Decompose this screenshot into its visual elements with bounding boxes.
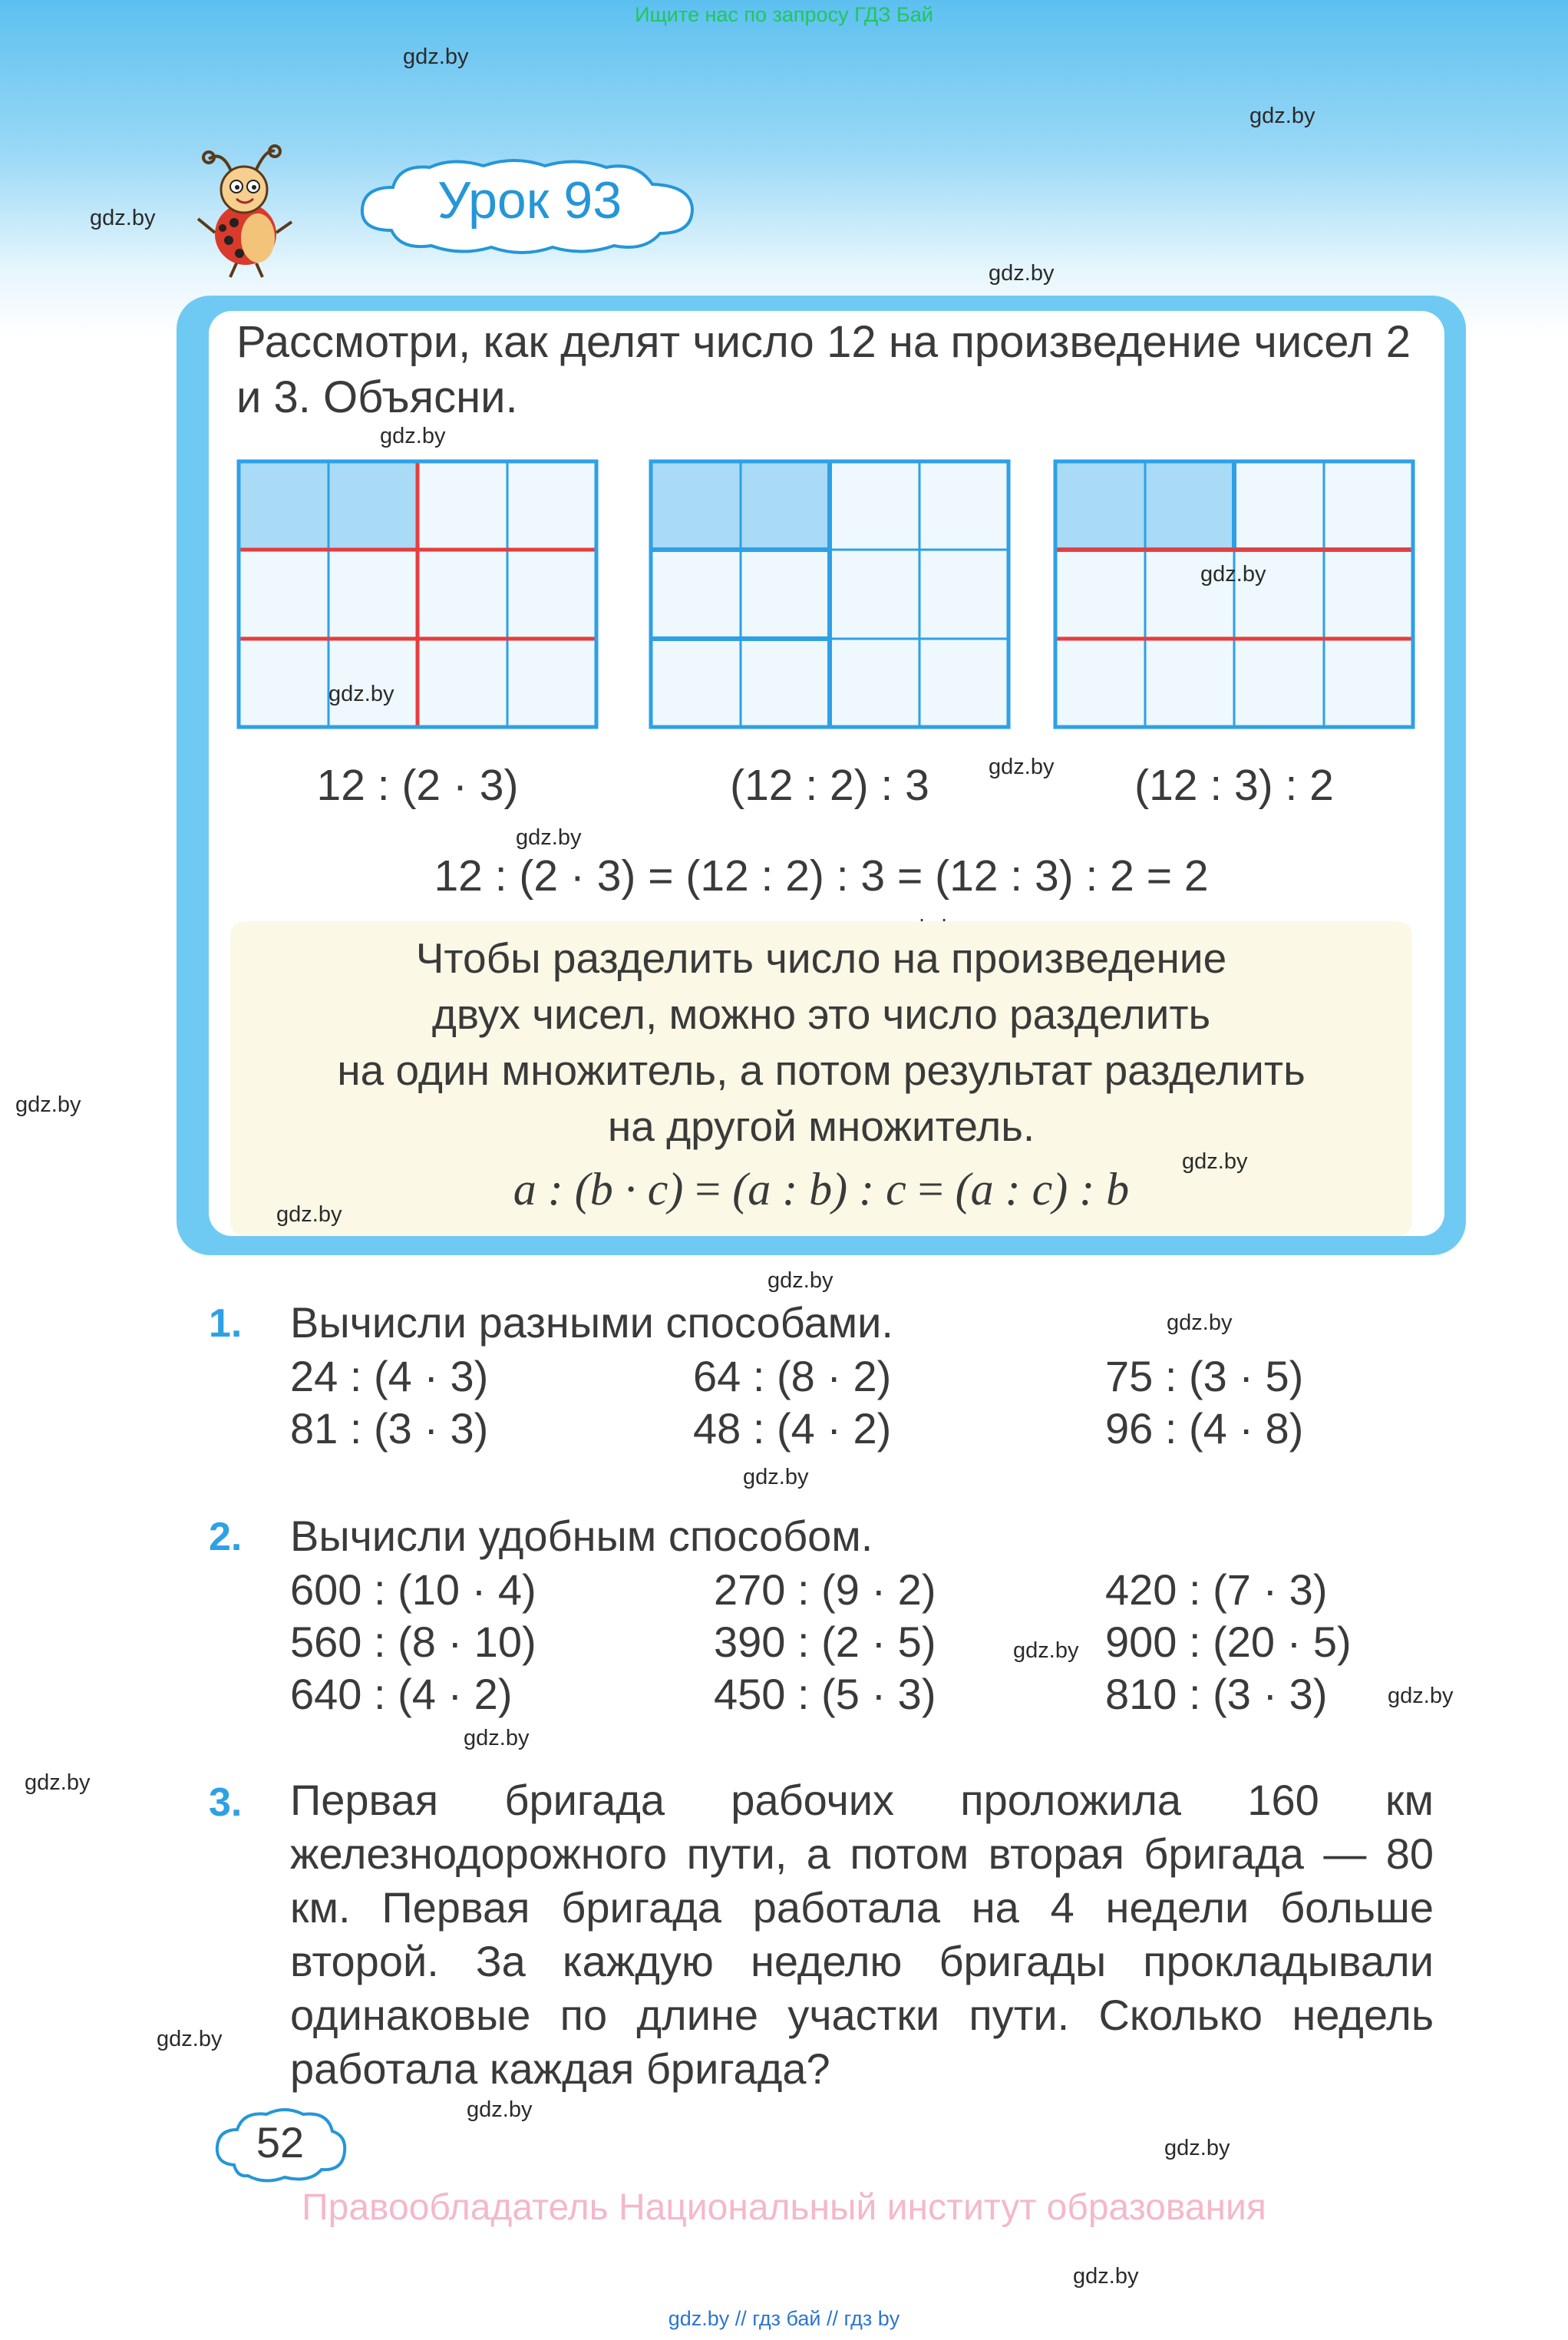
page-number-cloud (211, 2104, 349, 2184)
task-number: 3. (209, 1780, 243, 1825)
page-number: 52 (256, 2118, 305, 2166)
watermark: gdz.by (989, 261, 1055, 286)
example-expression: (12 : 3) : 2 (1134, 761, 1334, 810)
rule-text (230, 930, 1412, 1155)
task-text: Первая бригада рабочих проложила 160 км железнодорожного пути, а потом вторая бригада — 80 км. Первая бригада работала на 4 недели больше второй. За каждую неделю бригады прокладывали одинаковые по длине участки пути. Сколько недель работала каждая бригада? (290, 1776, 1434, 2093)
watermark: gdz.by (328, 682, 394, 706)
grid-diagram-2 (649, 459, 1011, 729)
task-expression: 75 : (3 · 5) (1105, 1352, 1304, 1400)
watermark: gdz.by (25, 1770, 91, 1795)
watermark: gdz.by (1013, 1638, 1079, 1663)
watermark: gdz.by (1388, 1684, 1454, 1708)
watermark: gdz.by (1073, 2264, 1139, 2289)
task-number: 1. (209, 1301, 243, 1346)
lesson-title: Урок 93 (437, 171, 622, 230)
grid-diagram-3 (1053, 459, 1415, 729)
watermark: gdz.by (1164, 2136, 1230, 2160)
equals-sign: = (695, 1164, 733, 1215)
task-expression: 900 : (20 · 5) (1105, 1618, 1352, 1666)
watermark: gdz.by (276, 1202, 342, 1227)
formula-part: (a : b) : c (732, 1164, 906, 1215)
task-title: Вычисли удобным способом. (290, 1512, 873, 1560)
task-expression: 64 : (8 · 2) (693, 1352, 892, 1400)
grid-diagram-1 (236, 459, 599, 729)
watermark: gdz.by (1167, 1310, 1233, 1335)
task-expression: 390 : (2 · 5) (714, 1618, 936, 1666)
task-title: Вычисли разными способами. (290, 1298, 893, 1347)
intro-text: Рассмотри, как делят число 12 на произведение чисел 2 и 3. Объясни. (236, 317, 1411, 422)
task-expression: 640 : (4 · 2) (290, 1670, 513, 1718)
equality-expression: 12 : (2 · 3) = (12 : 2) : 3 = (12 : 3) : 2 = 2 (434, 851, 1209, 901)
rule-line: на один множитель, а потом результат разделить (337, 1046, 1306, 1094)
rule-line: Чтобы разделить число на произведение (415, 934, 1227, 982)
watermark: gdz.by (767, 1268, 834, 1293)
task-expression: 48 : (4 · 2) (693, 1404, 892, 1453)
task-expression: 560 : (8 · 10) (290, 1618, 536, 1666)
top-note: Ищите нас по запросу ГДЗ Бай (635, 3, 933, 26)
watermark: gdz.by (464, 1726, 530, 1750)
task-expression: 24 : (4 · 3) (290, 1352, 489, 1400)
task-expression: 450 : (5 · 3) (714, 1670, 936, 1718)
watermark: gdz.by (90, 206, 156, 230)
task-expression: 810 : (3 · 3) (1105, 1670, 1328, 1718)
ladybug-icon (192, 142, 299, 280)
task-number: 2. (209, 1515, 243, 1559)
watermark: gdz.by (157, 2027, 223, 2051)
watermark: gdz.by (15, 1092, 81, 1117)
task-expression: 270 : (9 · 2) (714, 1565, 936, 1614)
watermark: gdz.by (1182, 1149, 1248, 1174)
rule-line: двух чисел, можно это число разделить (431, 990, 1211, 1038)
watermark: gdz.by (467, 2097, 533, 2122)
task-expression: 81 : (3 · 3) (290, 1404, 489, 1453)
watermark: gdz.by (1249, 104, 1315, 128)
watermark: gdz.by (743, 1465, 809, 1489)
equals-sign: = (917, 1164, 956, 1215)
watermark: gdz.by (516, 825, 582, 850)
task-expression: 600 : (10 · 4) (290, 1565, 536, 1614)
rule-line: на другой множитель. (607, 1102, 1035, 1150)
watermark: gdz.by (1200, 562, 1266, 587)
task-expression: 96 : (4 · 8) (1105, 1404, 1304, 1453)
lesson-title-cloud (345, 154, 714, 261)
example-expression: 12 : (2 · 3) (316, 761, 519, 810)
watermark: gdz.by (380, 424, 446, 448)
watermark: gdz.by (403, 45, 469, 69)
formula-part: (a : c) : b (955, 1164, 1130, 1215)
example-expression: (12 : 2) : 3 (730, 761, 929, 810)
formula-part: a : (b · c) (513, 1164, 684, 1215)
footer-links: gdz.by // гдз бай // гдз by (668, 2307, 900, 2330)
copyright-notice: Правообладатель Национальный институт образования (302, 2187, 1266, 2228)
task-expression: 420 : (7 · 3) (1105, 1565, 1328, 1614)
watermark: gdz.by (989, 755, 1055, 779)
